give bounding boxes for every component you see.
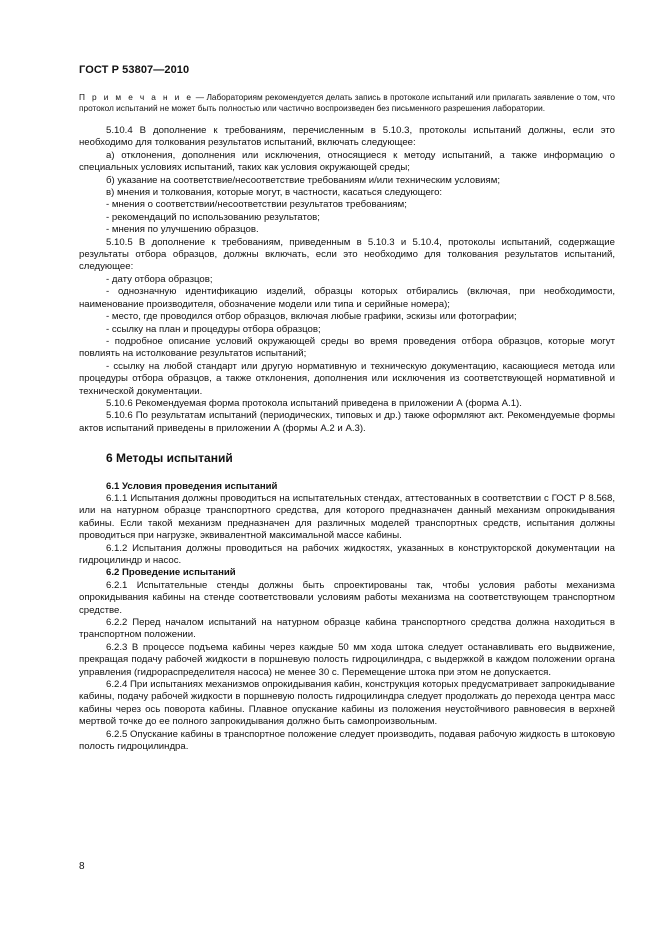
list-item: - рекомендаций по использованию результатов; <box>106 211 320 223</box>
paragraph: а) отклонения, дополнения или исключения, относящиеся к методу испытаний, а также информацию о специальных условиях испытаний, таких как условия окружающей среды; <box>79 149 615 174</box>
note-label: П р и м е ч а н и е <box>79 92 194 102</box>
note <box>79 92 615 114</box>
note-text: — Лабораториям рекомендуется делать запись в протоколе испытаний или прилагать заявление о том, что протокол испытаний не может быть полностью или частично воспроизведен без письменного разрешения лаборатории. <box>79 92 615 113</box>
paragraph: 6.2.1 Испытательные стенды должны быть спроектированы так, чтобы условия работы механизма опрокидывания кабины на стенде соответствовали условиям работы механизма на соответствующем транспортном средстве. <box>79 579 615 616</box>
paragraph: 5.10.6 По результатам испытаний (периодических, типовых и др.) также оформляют акт. Рекомендуемые формы актов испытаний приведены в приложении А (формы А.2 и А.3). <box>79 410 615 434</box>
paragraph: в) мнения и толкования, которые могут, в частности, касаться следующего: <box>106 187 443 199</box>
list-item: - ссылку на план и процедуры отбора образцов; <box>106 323 321 335</box>
paragraph: 6.1.1 Испытания должны проводиться на испытательных стендах, аттестованных в соответствии с ГОСТ Р 8.568, или на натурном образце транспортного средства, для которого предназначен данный механизм опрокидывания кабины. Если такой механизм предназначен для различных моделей транспортных средств, испытания должны проводиться при нагрузке, эквивалентной максимальной массе кабины. <box>79 492 615 542</box>
list-item: - дату отбора образцов; <box>106 273 213 285</box>
list-item: - подробное описание условий окружающей среды во время проведения отбора образцов, которые могут повлиять на истолкование результатов испытаний; <box>79 335 615 360</box>
paragraph: 6.2.4 При испытаниях механизмов опрокидывания кабин, конструкция которых предусматривает запрокидывание кабины, подачу рабочей жидкости в поршневую полость гидроцилиндра следует продолжать до перехода центра масс кабины через ось поворота кабины. Плавное опускание кабины из положения неустойчивого равновесия в верхней мертвой точке до ее полного запрокидывания должно быть самопроизвольным. <box>79 679 615 728</box>
paragraph: 5.10.6 Рекомендуемая форма протокола испытаний приведена в приложении А (форма А.1). <box>106 397 522 409</box>
paragraph: 6.2.2 Перед началом испытаний на натурном образце кабина транспортного средства должна находиться в транспортном положении. <box>79 617 615 641</box>
paragraph: б) указание на соответствие/несоответствие требованиям и/или техническим условиям; <box>106 174 500 186</box>
paragraph: 5.10.4 В дополнение к требованиям, перечисленным в 5.10.3, протоколы испытаний должны, если это необходимо для толкования результатов испытаний, включать следующее: <box>79 125 615 149</box>
list-item: - ссылку на любой стандарт или другую нормативную и техническую документацию, касающиеся метода или процедуры отбора образцов, а также отклонения, дополнения или исключения из соответствующей нормативной и технической документации. <box>79 360 615 397</box>
paragraph: 6.2.3 В процессе подъема кабины через каждые 50 мм хода штока следует останавливать его выдвижение, прекращая подачу рабочей жидкости в поршневую полость гидроцилиндра, с выдержкой в каждом положении органа управления (гидрораспределителя насоса) не менее 30 с. Перемещение штока при этом не допускается. <box>79 641 615 678</box>
page-number: 8 <box>79 861 85 872</box>
document-body <box>79 92 615 754</box>
paragraph: 5.10.5 В дополнение к требованиям, приведенным в 5.10.3 и 5.10.4, протоколы испытаний, содержащие результаты отбора образцов, должны включать, если это необходимо для толкования результатов испытаний, следующее: <box>79 236 615 273</box>
section-heading: 6 Методы испытаний <box>106 451 233 466</box>
paragraph: 6.1.2 Испытания должны проводиться на рабочих жидкостях, указанных в конструкторской документации на гидроцилиндр и насос. <box>79 542 615 566</box>
list-item: - мнения по улучшению образцов. <box>106 224 259 236</box>
list-item: - мнения о соответствии/несоответствии результатов требованиям; <box>106 199 407 211</box>
subsection-heading: 6.2 Проведение испытаний <box>106 567 236 579</box>
subsection-heading: 6.1 Условия проведения испытаний <box>106 480 278 492</box>
list-item: - место, где проводился отбор образцов, включая любые графики, эскизы или фотографии; <box>106 311 517 323</box>
document-header: ГОСТ Р 53807—2010 <box>79 64 190 76</box>
paragraph: 6.2.5 Опускание кабины в транспортное положение следует производить, подавая рабочую жидкость в штоковую полость гидроцилиндра. <box>79 728 615 753</box>
list-item: - однозначную идентификацию изделий, образцы которых отбирались (включая, при необходимости, наименование производителя, обозначение модели или типа и серийные номера); <box>79 286 615 310</box>
